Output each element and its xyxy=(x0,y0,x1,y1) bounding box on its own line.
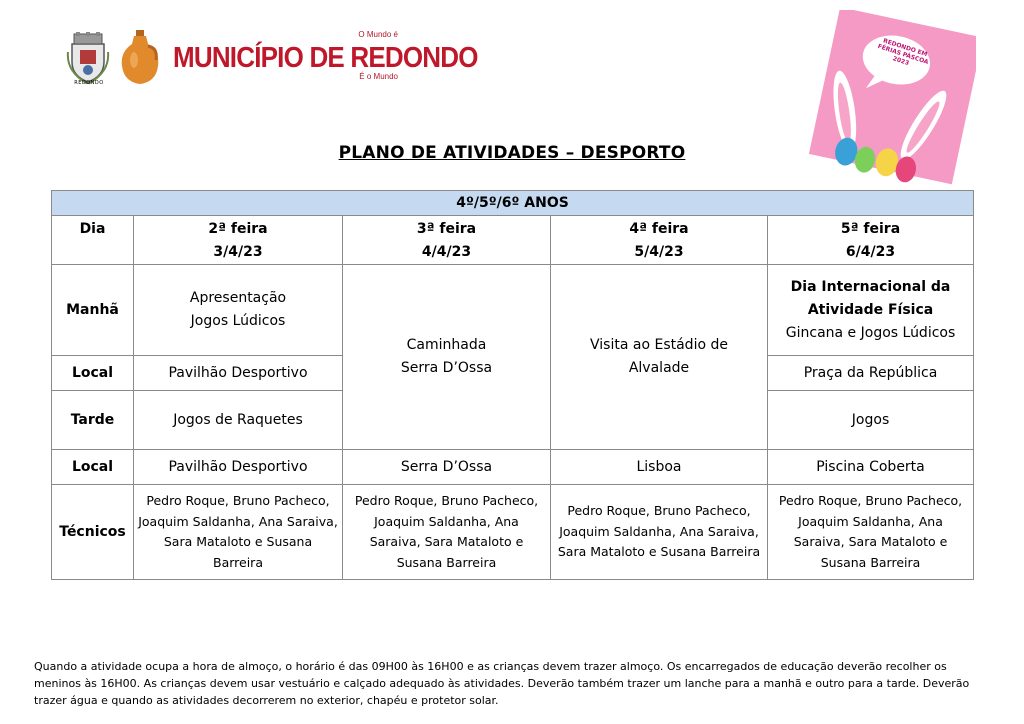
activity-line: Visita ao Estádio de xyxy=(590,337,728,353)
cell-wednesday-merged xyxy=(551,265,768,450)
clay-jug-icon xyxy=(120,30,160,86)
brand-tagline-top: O Mundo é xyxy=(358,30,398,39)
cell-monday-manha xyxy=(134,265,343,356)
table-group-header-row xyxy=(52,191,974,216)
cell-monday-tarde: Jogos de Raquetes xyxy=(134,391,343,450)
row-label-tecnicos: Técnicos xyxy=(52,485,134,580)
cell-tuesday-merged xyxy=(343,265,551,450)
footer-note: Quando a atividade ocupa a hora de almoço, o horário é das 09H00 às 16H00 e as crianças devem trazer almoço. Os encarregados de educação deverão recolher os meninos às 16H00. As crianças devem usar vestuário e calçado adequado às atividades. Deverão também trazer um lanche para a manhã e outro para a tarde. Deverão trazer água e quando as atividades decorrerem no exterior, chapéu e protetor solar. xyxy=(34,660,970,707)
cell-thursday-manha xyxy=(768,265,974,356)
day-name: 3ª feira xyxy=(416,221,477,237)
day-date: 4/4/23 xyxy=(421,244,472,260)
municipal-crest-icon xyxy=(66,32,110,84)
day-header-wednesday xyxy=(551,216,768,265)
activities-table xyxy=(51,190,974,580)
cell-tuesday-local-afternoon: Serra D’Ossa xyxy=(343,450,551,485)
cell-monday-local-morning: Pavilhão Desportivo xyxy=(134,356,343,391)
day-date: 5/4/23 xyxy=(634,244,684,260)
activity-line-bold: Atividade Física xyxy=(807,301,934,318)
activity-line: Caminhada xyxy=(406,337,487,353)
grade-group-header: 4º/5º/6º ANOS xyxy=(52,191,974,216)
day-header-tuesday xyxy=(343,216,551,265)
activity-line: Apresentação xyxy=(189,290,287,306)
activity-line: Gincana e Jogos Lúdicos xyxy=(785,324,956,341)
table-row-days xyxy=(52,216,974,265)
day-header-thursday xyxy=(768,216,974,265)
day-name: 4ª feira xyxy=(629,221,689,237)
activity-line-bold: Dia Internacional da xyxy=(790,278,951,295)
cell-monday-tecnicos: Pedro Roque, Bruno Pacheco, Joaquim Saldanha, Ana Saraiva, Sara Mataloto e Susana Barreira xyxy=(134,485,343,580)
brand-tagline-bottom: É o Mundo xyxy=(359,72,398,81)
day-date: 3/4/23 xyxy=(213,244,263,260)
cell-tuesday-tecnicos: Pedro Roque, Bruno Pacheco, Joaquim Saldanha, Ana Saraiva, Sara Mataloto e Susana Barreira xyxy=(343,485,551,580)
cell-wednesday-local-afternoon: Lisboa xyxy=(551,450,768,485)
table-row-local-afternoon xyxy=(52,450,974,485)
cell-wednesday-tecnicos: Pedro Roque, Bruno Pacheco, Joaquim Saldanha, Ana Saraiva, Sara Mataloto e Susana Barreira xyxy=(551,485,768,580)
row-label-manha: Manhã xyxy=(52,265,134,356)
page-title: PLANO DE ATIVIDADES – DESPORTO xyxy=(338,143,686,163)
cell-monday-local-afternoon: Pavilhão Desportivo xyxy=(134,450,343,485)
crest-caption: REDONDO xyxy=(74,80,104,86)
municipality-name: MUNICÍPIO DE REDONDO xyxy=(173,40,478,74)
cell-thursday-tarde: Jogos xyxy=(768,391,974,450)
easter-badge-text: REDONDO EM FÉRIAS PÁSCOA 2023 xyxy=(876,37,930,68)
easter-bunny-graphic xyxy=(808,10,976,190)
table-row-manha xyxy=(52,265,974,356)
day-header-monday xyxy=(134,216,343,265)
cell-thursday-local-morning: Praça da República xyxy=(768,356,974,391)
row-label-tarde: Tarde xyxy=(52,391,134,450)
day-date: 6/4/23 xyxy=(845,244,896,260)
activity-line: Serra D’Ossa xyxy=(400,360,493,376)
day-name: 5ª feira xyxy=(840,221,901,237)
activity-line: Jogos Lúdicos xyxy=(190,313,286,329)
row-label-local: Local xyxy=(52,450,134,485)
activity-line: Alvalade xyxy=(628,360,690,376)
table-row-tecnicos xyxy=(52,485,974,580)
cell-thursday-local-afternoon: Piscina Coberta xyxy=(768,450,974,485)
row-label-dia: Dia xyxy=(52,216,134,265)
day-name: 2ª feira xyxy=(208,221,268,237)
row-label-local: Local xyxy=(52,356,134,391)
cell-thursday-tecnicos: Pedro Roque, Bruno Pacheco, Joaquim Saldanha, Ana Saraiva, Sara Mataloto e Susana Barreira xyxy=(768,485,974,580)
